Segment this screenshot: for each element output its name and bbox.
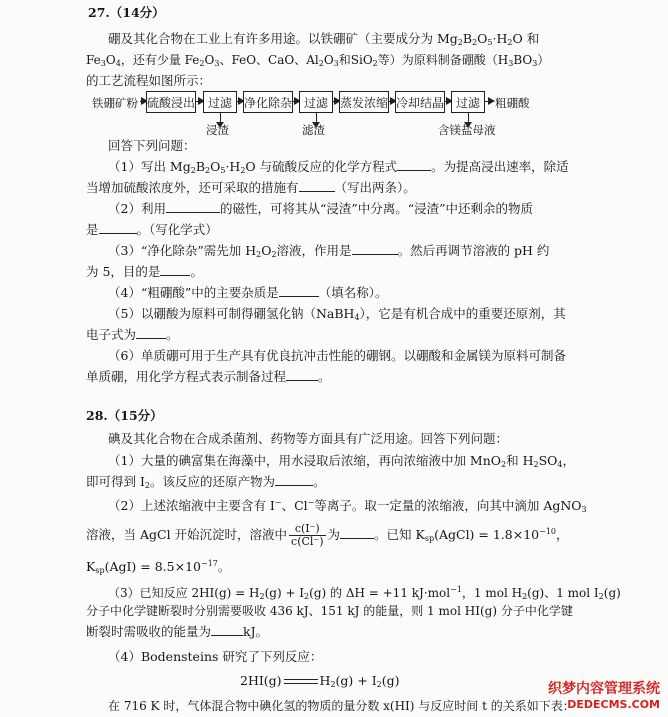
answer-blank[interactable] bbox=[340, 526, 374, 539]
q27-part4: （4）“粗硼酸”中的主要杂质是 （填名称）。 bbox=[108, 285, 388, 300]
q27-part3-line2: 为 5，目的是 。 bbox=[86, 264, 203, 279]
flow-arrow bbox=[485, 101, 493, 102]
q27-part6-line1: （6）单质硼可用于生产具有优良抗冲击性能的硼钢。以硼酸和金属镁为原料可制备 bbox=[108, 348, 566, 363]
equilibrium-arrow-icon bbox=[284, 678, 318, 686]
q27-intro-line3: 的工艺流程如图所示： bbox=[86, 73, 212, 88]
q27-part2-line2: 是 。（写化学式） bbox=[86, 222, 218, 237]
ratio-fraction: $\frac{c(I^-)}{c(Cl^-)}$ bbox=[291, 522, 324, 548]
flow-box-leach: 硫酸浸出 bbox=[146, 91, 196, 113]
q27-part5-line2: 电子式为 。 bbox=[86, 327, 179, 342]
flow-out-filter-residue: 滤渣 bbox=[302, 123, 325, 137]
q28-part3-line3: 断裂时需吸收的能量为 kJ。 bbox=[86, 624, 269, 639]
watermark-logo: 织梦内容管理系统 DEDECMS.COM bbox=[548, 681, 660, 711]
flow-end-label: 粗硼酸 bbox=[495, 96, 530, 110]
flow-box-filter-2: 过滤 bbox=[299, 91, 333, 113]
q27-prompt: 回答下列问题： bbox=[108, 138, 196, 153]
answer-blank[interactable] bbox=[166, 200, 220, 213]
flow-start-label: 铁硼矿粉 bbox=[92, 96, 138, 110]
flow-arrow bbox=[196, 101, 203, 102]
answer-blank[interactable] bbox=[160, 263, 190, 276]
q27-part2-line1: （2）利用 的磁性，可将其从“浸渣”中分离。“浸渣”中还剩余的物质 bbox=[108, 201, 534, 216]
flow-box-crystallize: 冷却结晶 bbox=[395, 91, 445, 113]
answer-blank[interactable] bbox=[211, 623, 243, 636]
answer-blank[interactable] bbox=[275, 473, 313, 486]
q27-intro-line1: 硼及其化合物在工业上有许多用途。以铁硼矿（主要成分为 $Mg_2B_2O_5\cdot H_2O$ 和 bbox=[108, 31, 540, 47]
q27-part5-line1: （5）以硼酸为原料可制得硼氢化钠（NaBH$_4$），它是有机合成中的重要还原剂，其 bbox=[108, 306, 566, 322]
answer-blank[interactable] bbox=[279, 284, 319, 297]
q28-reaction-equation: 2HI(g) $H_2(g) + I_2(g)$ bbox=[240, 673, 400, 689]
q28-part2-line3: $K_{sp}(AgI) = 8.5\times 10^{-17}$。 bbox=[86, 559, 231, 575]
q27-part1-line2: 当增加硫酸浓度外，还可采取的措施有 （写出两条）。 bbox=[86, 180, 416, 195]
q28-header: 28.（15分） bbox=[86, 408, 163, 423]
q28-part1-line2: 即可得到 $I_2$。该反应的还原产物为 。 bbox=[86, 474, 326, 490]
answer-blank[interactable] bbox=[352, 242, 398, 255]
q28-part4-line1: （4）Bodensteins 研究了下列反应： bbox=[108, 649, 323, 664]
answer-blank[interactable] bbox=[286, 368, 318, 381]
q27-part3-line1: （3）“净化除杂”需先加 $H_2O_2$溶液，作用是 。然后再调节溶液的 pH 约 bbox=[108, 243, 550, 259]
flow-out-mother-liquor: 含镁盐母液 bbox=[438, 123, 496, 137]
answer-blank[interactable] bbox=[136, 326, 166, 339]
flow-box-purify: 净化除杂 bbox=[243, 91, 293, 113]
q28-part4-line2: 在 716 K 时，气体混合物中碘化氢的物质的量分数 x(HI) 与反应时间 t 的关系如下表： bbox=[108, 699, 575, 713]
flow-box-filter-3: 过滤 bbox=[451, 91, 485, 113]
q28-part2-line2: 溶液，当 AgCl 开始沉淀时，溶液中 $\frac{c(I^-)}{c(Cl^-)}$ 为 。已知 $K_{sp}(AgCl) = 1.8\times 10^{-10}$， bbox=[86, 522, 569, 548]
answer-blank[interactable] bbox=[299, 179, 335, 192]
q27-part6-line2: 单质硼，用化学方程式表示制备过程 。 bbox=[86, 369, 331, 384]
q28-part3-line2: 分子中化学键断裂时分别需要吸收 436 kJ、151 kJ 的能量，则 1 mol HI(g) 分子中化学键 bbox=[86, 604, 573, 618]
flow-box-filter-1: 过滤 bbox=[203, 91, 237, 113]
answer-blank[interactable] bbox=[397, 158, 431, 171]
q27-part1-line1: （1）写出 $Mg_2B_2O_5\cdot H_2O$ 与硫酸反应的化学方程式 。为提高浸出速率，除适 bbox=[108, 159, 569, 175]
q28-part2-line1: （2）上述浓缩液中主要含有 I−、Cl−等离子。取一定量的浓缩液，向其中滴加 AgNO$_3$ bbox=[108, 498, 587, 514]
q27-intro-line2: $Fe_3O_4$，还有少量 $Fe_2O_3$、FeO、CaO、$Al_2O_3$和SiO$_2$等）为原料制备硼酸$(H_3BO_3)$ bbox=[86, 53, 550, 68]
q28-intro: 碘及其化合物在合成杀菌剂、药物等方面具有广泛用途。回答下列问题： bbox=[108, 431, 509, 446]
answer-blank[interactable] bbox=[99, 221, 137, 234]
q27-header: 27.（14分） bbox=[88, 5, 165, 20]
flow-box-evaporate: 蒸发浓缩 bbox=[339, 91, 389, 113]
q28-part3-line1: （3）已知反应 $2HI(g) = H_2(g) + I_2(g)$ 的 ΔH = +11 kJ·mol$^{-1}$，1 mol $H_2(g)$、1 mol $I_2(g)$ bbox=[108, 585, 621, 601]
q28-part1-line1: （1）大量的碘富集在海藻中，用水浸取后浓缩，再向浓缩液中加 MnO$_2$和 $H_2SO_4$， bbox=[108, 453, 576, 469]
flow-out-residue: 浸渣 bbox=[206, 123, 229, 137]
